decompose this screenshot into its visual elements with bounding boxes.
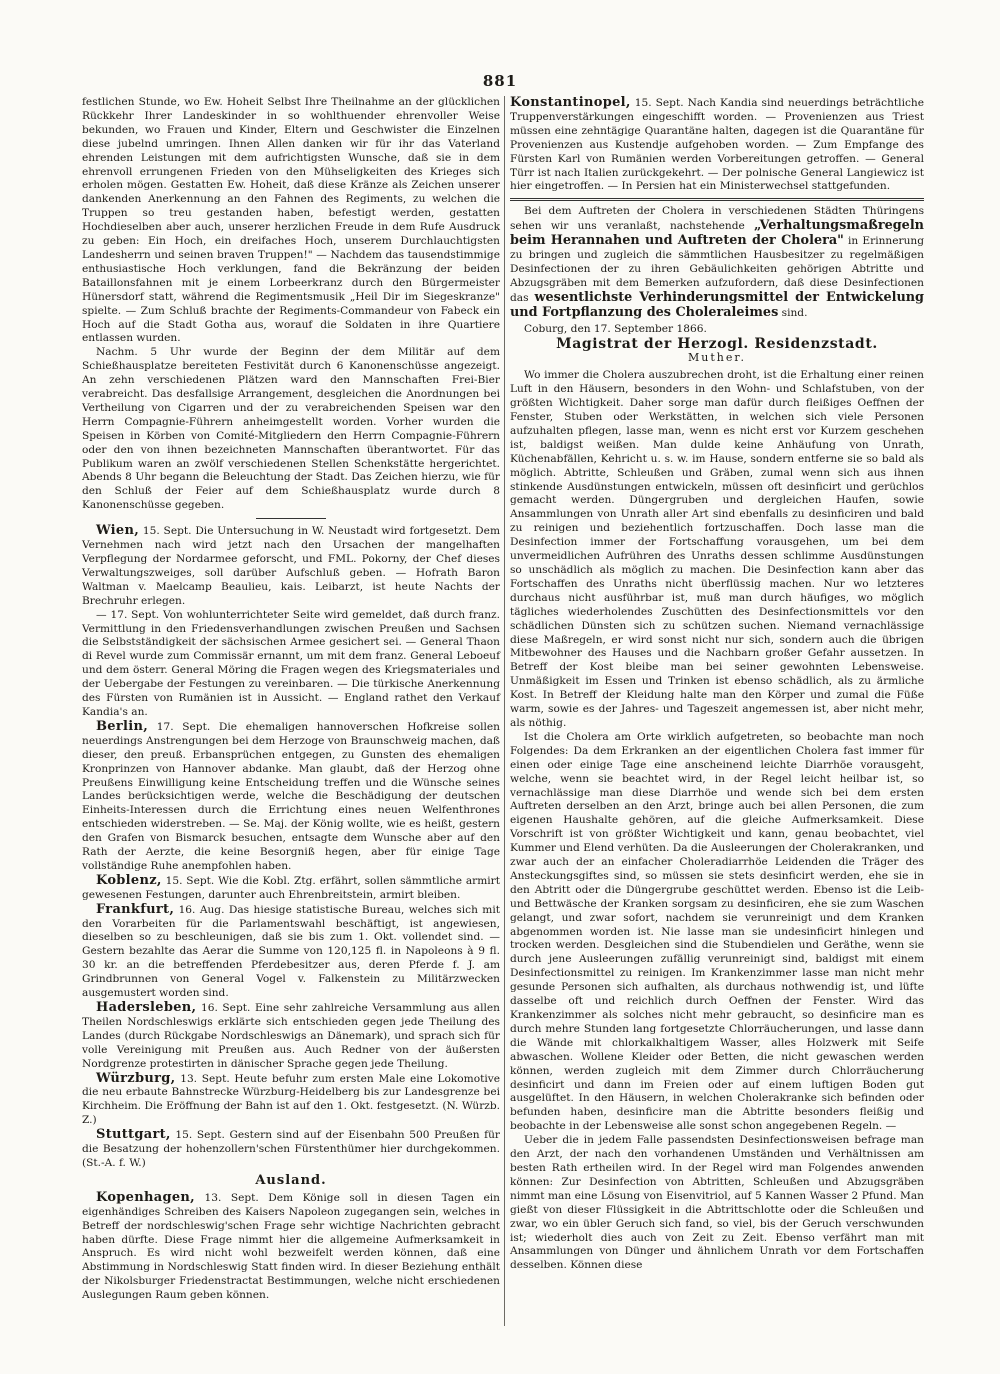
news-item-stuttgart: Stuttgart, 15. Sept. Gestern sind auf der Eisenbahn 500 Preußen für die Besatzung der hohenzollern'schen Fürstenthümer hier durchgekommen. (St.-A. f. W.)	[82, 1127, 500, 1169]
news-item-frankfurt: Frankfurt, 16. Aug. Das hiesige statistische Bureau, welches sich mit den Vorarbeiten für die Parlamentswahl beschäftigt, ist angewiesen, dieselben so zu beschleunigen, daß sie bis zum 1. Okt. vollendet sind. — Gestern bezahlte das Aerar die Summe von 120,125 fl. in Napoleons à 9 fl. 30 kr. an die betreffenden Pferdebesitzer aus, deren Pferde f. J. am Grindbrunnen von General Vogel v. Falkenstein zu Militärzwecken ausgemustert worden sind.	[82, 901, 500, 1000]
dateline-wuerzburg: Würzburg,	[96, 1070, 176, 1086]
dateline-frankfurt: Frankfurt,	[96, 901, 175, 917]
news-item-wien: Wien, 15. Sept. Die Untersuchung in W. Neustadt wird fortgesetzt. Dem Vernehmen nach wird jetzt nach den Ursachen der mangelhaften Verpflegung der Nordarmee geforscht, und FML. Pokorny, der Chef dieses Verwaltungszweiges, soll darüber Aufschluß geben. — Hofrath Baron Waltman v. Maelcamp Beaulieu, kais. Leibarzt, ist heute Nachts der Brechruhr erlegen.	[82, 523, 500, 607]
dateline-berlin: Berlin,	[96, 718, 149, 734]
dateline-kopenhagen: Kopenhagen,	[96, 1189, 196, 1205]
dateline-wien: Wien,	[96, 523, 140, 539]
cholera-prevention-paragraph: Wo immer die Cholera auszubrechen droht, ist die Erhaltung einer reinen Luft in den Häusern, besonders in den Wohn- und Schlafstuben, von der größten Wichtigkeit. Daher sorge man dafür durch fleißiges Oeffnen der Fenster, Stuben oder Werkstätten, in welchen sich viele Personen aufzuhalten pflegen, lasse man, wenn es nicht erst vor Kurzem geschehen ist, baldigst weißen. Man dulde keine Anhäufung von Unrath, Küchenabfällen, Kehricht u. s. w. im Hause, sondern entferne sie so bald als möglich. Abtritte, Schleußen und Gräben, zumal wenn sich aus ihnen stinkende Ausdünstungen entwickeln, müssen oft desinficirt und gerüchlos gemacht werden. Düngergruben und dergleichen Haufen, sowie Ansammlungen von Unrath aller Art sind ebenfalls zu desinficiren und bald zu reinigen und beziehentlich fortzuschaffen. Doch lasse man die Desinfection immer der Fortschaffung vorausgehen, um bei dem unvermeidlichen Aufrühren des Unraths dessen schlimme Ausdünstungen so unschädlich als möglich zu machen. Die Desinfection kann aber das Fortschaffen des Unraths nicht überflüssig machen. Nur wo letzteres durchaus nicht ausführbar ist, muß man durch häufiges, wo möglich tägliches wiederholendes Zuschütten des Desinfectionsmittels vor den schädlichen Dünsten sich zu schützen suchen. Niemand vernachlässige diese Maßregeln, er wird sonst nicht nur sich, sondern auch die übrigen Mitbewohner des Hauses und die Nachbarn großer Gefahr aussetzen. In Betreff der Kost bleibe man bei seiner gewohnten Lebensweise. Unmäßigkeit im Essen und Trinken ist ebenso schädlich, als zu ärmliche Kost. In Betreff der Kleidung halte man den Körper und zumal die Füße warm, sowie es der Jahres- und Tageszeit angemessen ist, aber nicht mehr, als nöthig.	[510, 369, 924, 729]
gotha-speech-paragraph: festlichen Stunde, wo Ew. Hoheit Selbst Ihre Theilnahme an der glücklichen Rückkehr Ihrer Landeskinder in so wohlthuender ehrenvoller Weise bekunden, wo Frauen und Kinder, Eltern und Geschwister die Einzelnen diese jubelnd umringen. Ihnen Allen danken wir für ihr das Vaterland ehrenden Leistungen mit dem aufrichtigsten Wunsche, daß sie in dem ehrenvoll errungenen Frieden von den Mühseligkeiten des Krieges sich erholen mögen. Gestatten Ew. Hoheit, daß diese Kränze als Zeichen unserer dankenden Anerkennung an den Fahnen des Regiments, zu welchen die Truppen so treu gestanden haben, befestigt werden, gestatten Hochdieselben aber auch, unserer herzlichen Freude in dem Rufe Ausdruck zu geben: Ein Hoch, ein dreifaches Hoch, unserem Durchlauchtigsten Landesherrn und seinen braven Truppen!" — Nachdem das tausendstimmige enthusiastische Hoch verklungen, fand die Bekränzung der beiden Bataillonsfahnen mit je einem Lorbeerkranz durch den Bürgermeister Hünersdorf statt, während die Regimentsmusik „Heil Dir im Siegeskranze" spielte. — Zum Schluß brachte der Regiments-Commandeur von Fabeck ein Hoch auf die Stadt Gotha aus, worauf die Soldaten in ihre Quartiere entlassen wurden.	[82, 96, 500, 345]
notice-issuer: Magistrat der Herzogl. Residenzstadt.	[556, 335, 878, 352]
notice-emphasis: wesentlichste Verhinderungsmittel der Entwickelung und Fortpflanzung des Choleraleimes	[510, 289, 925, 320]
dateline-stuttgart: Stuttgart,	[96, 1127, 171, 1143]
dateline-konstantinopel: Konstantinopel,	[510, 95, 631, 110]
cholera-outbreak-paragraph: Ist die Cholera am Orte wirklich aufgetreten, so beobachte man noch Folgendes: Da dem Erkranken an der eigentlichen Cholera fast immer für einen oder einige Tage eine anscheinend leichte Diarrhöe vorausgeht, welche, wenn sie beachtet wird, in der Regel leicht heilbar ist, so vernachlässige man diese Diarrhöe und wende sich bei dem ersten Auftreten derselben an den Arzt, bringe auch bei allen Personen, die zum eigenen Haushalte gehören, auf die gleiche Aufmerksamkeit. Diese Vorschrift ist von größter Wichtigkeit und kann, genau beobachtet, viel Kummer und Elend verhüten. Da die Ausleerungen der Cholerakranken, und zwar auch der an einfacher Choleradiarrhöe Leidenden die Träger des Ansteckungsgiftes sind, so müssen sie stets desinficirt werden, ehe sie in den Abtritt oder die Düngergrube geschüttet werden. Ebenso ist die Leib- und Bettwäsche der Kranken sorgsam zu desinficiren, ehe sie zum Waschen gelangt, und zwar sofort, nachdem sie verunreinigt und dem Kranken abgenommen worden ist. Nie lasse man sie undesinficirt hinlegen und trocken werden. Desgleichen sind die Stubendielen und Geräthe, wenn sie durch jene Ausleerungen zufällig verunreinigt sind, baldigst mit einem Desinfectionsmittel zu reinigen. Im Krankenzimmer lasse man nicht mehr gesunde Personen sich aufhalten, als durchaus nothwendig ist, und lüfte dasselbe oft und reichlich durch Oeffnen der Fenster. Wird das Krankenzimmer als solches nicht mehr gebraucht, so desinficire man es durch mehre Stunden lang fortgesetzte Chlorräucherungen, und lasse dann die Wände mit chlorkalkhaltigem Wasser, alles Holzwerk mit Seife abwaschen. Wollene Kleider oder Betten, die nicht gewaschen werden können, werden zugleich mit dem Zimmer durch Chlorräucherung desinficirt und dann im Freien oder auf einem luftigen Boden gut ausgelüftet. In den Häusern, in welchen Cholerakranke sich befinden oder befunden haben, desinficire man die Abtritte besonders fleißig und beobachte in der Lebensweise alle sonst schon angegebenen Regeln. —	[510, 730, 924, 1133]
gotha-festivity-paragraph: Nachm. 5 Uhr wurde der Beginn der dem Militär auf dem Schießhausplatze bereiteten Festivität durch 6 Kanonenschüsse angezeigt. An zehn verschiedenen Plätzen ward den Mannschaften Frei-Bier verabreicht. Das desfallsige Arrangement, desgleichen die Anordnungen bei Vertheilung von Cigarren und der zu verabreichenden Speisen war den Herrn Compagnie-Führern anheimgestellt worden. Vorher wurden die Speisen in Körben von Comité-Mitgliedern den Herrn Compagnie-Führern oder den von ihnen bezeichneten Mannschaften überantwortet. Für das Publikum waren an zwölf verschiedenen Stellen Schenkstätte hergerichtet. Abends 8 Uhr begann die Beleuchtung der Stadt. Das Zeichen hierzu, wie für den Schluß der Feier auf dem Schießhausplatz wurde durch 8 Kanonenschüsse gegeben.	[82, 346, 500, 512]
page-number: 881	[482, 72, 518, 90]
notice-signature: Muther.	[688, 351, 746, 365]
left-column	[82, 96, 500, 1303]
news-item-berlin: Berlin, 17. Sept. Die ehemaligen hannoverschen Hofkreise sollen neuerdings Anstrengungen bei dem Herzoge von Braunschweig machen, daß dieser, den preuß. Erbansprüchen entgegen, zu Gunsten des ehemaligen Kronprinzen von Hannover abdanke. Man glaubt, daß der Herzog ohne Preußens Einwilligung keine Entscheidung treffen und die Wünsche seines Landes berücksichtigen werde, welche die Beschädigung der deutschen Einheits-Interessen durch die Errichtung eines neuen Welfenthrones entschieden widerstreben. — Se. Maj. der König wollte, wie es heißt, gestern den Grafen von Bismarck besuchen, entsagte dem Wunsche aber auf den Rath der Aerzte, die keine Besorgniß hegen, aber für einige Tage vollständige Ruhe anempfohlen haben.	[82, 718, 500, 872]
disinfection-paragraph: Ueber die in jedem Falle passendsten Desinfectionsweisen befrage man den Arzt, der nach den vorhandenen Umständen und Verhältnissen am besten Rath ertheilen wird. In der Regel wird man Folgendes anwenden können: Zur Desinfection von Abtritten, Schleußen und Abzugsgräben nimmt man eine Lösung von Eisenvitriol, auf 5 Kannen Wasser 2 Pfund. Man gießt von dieser Flüssigkeit in die Abtrittschlotte oder die Schleußen und zwar, wo ein übler Geruch sich fand, so viel, bis der Geruch verschwunden ist; wiederholt dies auch von Zeit zu Zeit. Ebenso verfährt man mit Ansammlungen von Dünger und ähnlichem Unrath vor dem Fortschaffen desselben. Können diese	[510, 1134, 924, 1272]
news-item-konstantinopel: Konstantinopel, 15. Sept. Nach Kandia sind neuerdings beträchtliche Truppenverstärkungen eingeschifft worden. — Provenienzen aus Triest müssen eine zehntägige Quarantäne halten, dagegen ist die Quarantäne für Provenienzen aus Kustendje aufgehoben worden. — Zum Empfange des Fürsten Karl von Rumänien werden Vorbereitungen getroffen. — General Türr ist nach Italien zurückgekehrt. — Der polnische General Langiewicz ist hier eingetroffen. — In Persien hat ein Ministerwechsel stattgefunden.	[510, 95, 924, 193]
right-column	[510, 96, 924, 1273]
news-item-koblenz: Koblenz, 15. Sept. Wie die Kobl. Ztg. erfährt, sollen sämmtliche armirt gewesenen Festungen, darunter auch Ehrenbreitstein, armirt bleiben.	[82, 872, 500, 901]
dateline-hadersleben: Hadersleben,	[96, 1000, 197, 1015]
notice-intro-paragraph: Bei dem Auftreten der Cholera in verschiedenen Städten Thüringens sehen wir uns veranlaßt, nachstehende „Verhaltungsmaßregeln beim Herannahen und Auftreten der Cholera" in Erinnerung zu bringen und zugleich die sämmtlichen Hausbesitzer zu regelmäßigen Desinfectionen der zu ihren Gebäulichkeiten gehörigen Abtritte und Abzugsgräben mit dem Bemerken aufzufordern, daß diese Desinfectionen das wesentlichste Verhinderungsmittel der Entwickelung und Fortpflanzung des Choleraleimes sind.	[510, 205, 925, 320]
notice-dateline: Coburg, den 17. September 1866.	[524, 322, 707, 335]
cholera-notice	[510, 198, 924, 365]
news-item-wien-17: — 17. Sept. Von wohlunterrichteter Seite wird gemeldet, daß durch franz. Vermittlung in den Friedensverhandlungen zwischen Preußen und Sachsen die Selbstständigkeit der sächsischen Armee gesichert sei. — General Thaon di Revel wurde zum Commissär ernannt, um mit dem franz. General Leboeuf und dem österr. General Möring die Fragen wegen des Kriegsmateriales und der Uebergabe der Festungen zu vereinbaren. — Die türkische Anerkennung des Fürsten von Rumänien ist in Aussicht. — England rathet den Verkauf Kandia's an.	[82, 608, 500, 718]
section-divider	[256, 518, 326, 519]
news-item-kopenhagen: Kopenhagen, 13. Sept. Dem Könige soll in diesen Tagen ein eigenhändiges Schreiben des Kaisers Napoleon zugegangen sein, welches in Betreff der nordschleswig'schen Frage sehr wichtige Nachrichten gebracht haben dürfte. Diese Frage nimmt hier die allgemeine Aufmerksamkeit in Anspruch. Es wird nicht wohl bezweifelt werden können, daß eine Abstimmung in Nordschleswig Statt finden wird. In dieser Beziehung enthält der Nikolsburger Friedenstractat Bestimmungen, welche nicht erschiedenen Auslegungen Raum geben können.	[82, 1189, 500, 1302]
column-divider	[504, 96, 505, 1326]
dateline-koblenz: Koblenz,	[96, 872, 162, 888]
news-item-hadersleben: Hadersleben, 16. Sept. Eine sehr zahlreiche Versammlung aus allen Theilen Nordschleswigs erklärte sich entschieden gegen jede Theilung des Landes (durch Rückgabe Nordschleswigs an Dänemark), und sprach sich für volle Vereinigung mit Preußen aus. Auch Redner von der äußersten Nordgrenze protestirten in dänischer Sprache gegen jede Theilung.	[82, 1000, 500, 1070]
news-item-wuerzburg: Würzburg, 13. Sept. Heute befuhr zum ersten Male eine Lokomotive die neu erbaute Bahnstrecke Würzburg-Heidelberg bis zur Landesgrenze bei Kirchheim. Die Eröffnung der Bahn ist auf den 1. Okt. festgesetzt. (N. Würzb. Z.)	[82, 1070, 500, 1127]
section-heading-ausland: Ausland.	[255, 1172, 327, 1188]
notice-title: „Verhaltungsmaßregeln beim Herannahen und Auftreten der Cholera"	[510, 218, 924, 249]
